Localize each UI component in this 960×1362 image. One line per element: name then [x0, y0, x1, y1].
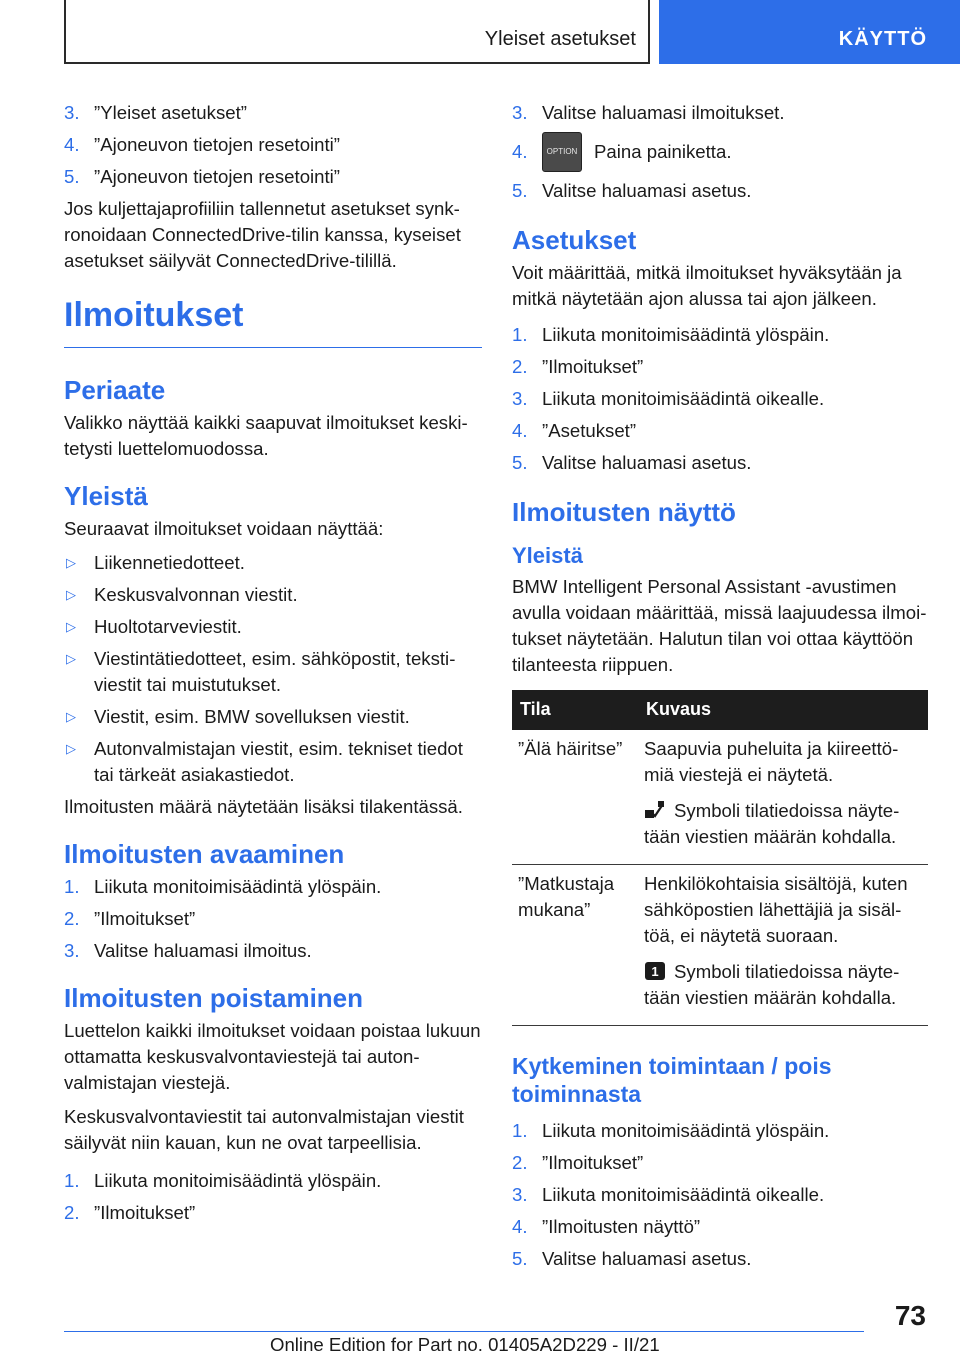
footer-edition: Online Edition for Part no. 01405A2D229 - II/21	[270, 1334, 660, 1355]
do-not-disturb-icon	[644, 800, 666, 820]
step-item: 2. ”Ilmoitukset”	[64, 1202, 196, 1223]
step-item: 2. ”Ilmoitukset”	[512, 356, 644, 377]
asetukset-steps	[512, 322, 928, 476]
heading-periaate: Periaate	[64, 375, 166, 405]
heading-naytto: Ilmoitusten näyttö	[512, 497, 736, 527]
top-steps-left	[64, 100, 482, 190]
triangle-bullet-icon: ▷	[66, 619, 76, 634]
yleista-paragraph: Seuraavat ilmoitukset voidaan näyttää:	[64, 518, 384, 539]
table-cell-description: Henkilökohtaisia sisältöjä, kuten sähköpostien lähettäjiä ja sisältöä, ei näytetä suoraan. 1 Symboli tilatiedoissa näytetään viestien määrän kohdalla.	[638, 865, 928, 1026]
heading-yleista-right: Yleistä	[512, 543, 583, 568]
triangle-bullet-icon: ▷	[66, 651, 76, 666]
poistaminen-paragraph-1: Luettelon kaikki ilmoitukset voidaan poistaa lukuun ottamatta keskusvalvontaviestejä tai autonvalmistajan viestejä.	[64, 1020, 481, 1093]
triangle-bullet-icon: ▷	[66, 709, 76, 724]
step-item: 2. ”Ilmoitukset”	[64, 908, 196, 929]
heading-kytkeminen: Kytkeminen toimintaan / pois toiminnasta	[512, 1053, 832, 1107]
triangle-bullet-icon: ▷	[66, 587, 76, 602]
step-item: 5. Valitse haluamasi asetus.	[512, 180, 752, 201]
step-item: 3. Liikuta monitoimisäädintä oikealle.	[512, 1184, 825, 1205]
table-header-row	[512, 690, 928, 730]
step-item: 4. ”Asetukset”	[512, 420, 637, 441]
header-chapter-title[interactable]: KÄYTTÖ	[838, 28, 927, 50]
footer-divider	[64, 1331, 864, 1332]
list-item: ▷ Viestit, esim. BMW sovelluksen viestit.	[64, 704, 482, 730]
step-item: 5. ”Ajoneuvon tietojen resetointi”	[64, 166, 340, 187]
option-button-icon: OPTION	[542, 132, 582, 172]
mode-table	[512, 690, 928, 1026]
step-item: 1. Liikuta monitoimisäädintä ylöspäin.	[512, 324, 830, 345]
table-cell-mode: ”Älä häiritse”	[512, 730, 638, 865]
page-number: 73	[894, 1300, 926, 1331]
table-cell-description: Saapuvia puheluita ja kiireettömiä viestejä ei näytetä. Symboli tilatiedoissa näytetään viestien määrän kohdalla.	[638, 730, 928, 865]
step-item: 1. Liikuta monitoimisäädintä ylöspäin.	[64, 876, 382, 897]
triangle-bullet-icon: ▷	[66, 555, 76, 570]
list-item: ▷ Liikennetiedotteet.	[64, 550, 482, 576]
kytkeminen-steps	[512, 1118, 928, 1272]
poistaminen-steps	[64, 1168, 482, 1226]
symbol-note: 1 Symboli tilatiedoissa näytetään viestien määrän kohdalla.	[644, 961, 900, 1008]
step-item: 5. Valitse haluamasi asetus.	[512, 452, 752, 473]
count-paragraph: Ilmoitusten määrä näytetään lisäksi tilakentässä.	[64, 796, 463, 817]
triangle-bullet-icon: ▷	[66, 741, 76, 756]
step-item: 1. Liikuta monitoimisäädintä ylöspäin.	[64, 1170, 382, 1191]
list-item: ▷ Viestintätiedotteet, esim. sähköpostit, tekstiviestit tai muistutukset.	[64, 646, 482, 698]
step-item: 3. Valitse haluamasi ilmoitukset.	[512, 102, 785, 123]
step-item: 2. ”Ilmoitukset”	[512, 1152, 644, 1173]
step-item: 3. Liikuta monitoimisäädintä oikealle.	[512, 388, 825, 409]
heading-asetukset: Asetukset	[512, 225, 637, 255]
step-item: 5. Valitse haluamasi asetus.	[512, 1248, 752, 1269]
header-section-title: Yleiset asetukset	[484, 28, 636, 50]
step-item: 3. ”Yleiset asetukset”	[64, 102, 247, 123]
list-item: ▷ Keskusvalvonnan viestit.	[64, 582, 482, 608]
heading-yleista: Yleistä	[64, 481, 148, 511]
step-item: 4. ”Ajoneuvon tietojen resetointi”	[64, 134, 340, 155]
poistaminen-paragraph-2: Keskusvalvontaviestit tai autonvalmistajan viestit säilyvät niin kauan, kun ne ovat tarpeellisia.	[64, 1106, 464, 1153]
passenger-icon	[644, 961, 666, 981]
naytto-paragraph: BMW Intelligent Personal Assistant -avustimen avulla voidaan määrittää, missä laajuudessa ilmoitukset näytetään. Halutun tilan voi ottaa käyttöön tilanteesta riippuen.	[512, 576, 927, 675]
heading-poistaminen: Ilmoitusten poistaminen	[64, 983, 364, 1013]
table-header-kuvaus: Kuvaus	[638, 690, 928, 730]
list-item: ▷ Huoltotarveviestit.	[64, 614, 482, 640]
periaate-paragraph: Valikko näyttää kaikki saapuvat ilmoitukset keskitetysti luettelomuodossa.	[64, 412, 468, 459]
table-cell-mode: ”Matkustaja mukana”	[512, 865, 638, 1026]
right-column	[512, 100, 928, 1278]
asetukset-paragraph: Voit määrittää, mitkä ilmoitukset hyväksytään ja mitkä näytetään ajon alussa tai ajon jälkeen.	[512, 262, 902, 309]
step-item: 1. Liikuta monitoimisäädintä ylöspäin.	[512, 1120, 830, 1141]
intro-paragraph: Jos kuljettajaprofiiliin tallennetut asetukset synkronoidaan ConnectedDrive-tilin kanssa, kyseiset asetukset säilyvät ConnectedDrive-tilillä.	[64, 198, 461, 271]
top-steps-right	[512, 100, 928, 204]
avaaminen-steps	[64, 874, 482, 964]
left-column	[64, 100, 482, 1232]
heading-avaaminen: Ilmoitusten avaaminen	[64, 839, 345, 869]
step-item: 3. Valitse haluamasi ilmoitus.	[64, 940, 312, 961]
notification-type-list	[64, 550, 482, 788]
step-item: 4. ”Ilmoitusten näyttö”	[512, 1216, 701, 1237]
table-row	[512, 730, 928, 865]
list-item: ▷ Autonvalmistajan viestit, esim. tekniset tiedot tai tärkeät asiakastiedot.	[64, 736, 482, 788]
heading-ilmoitukset: Ilmoitukset	[64, 282, 482, 348]
table-header-tila: Tila	[512, 690, 638, 730]
table-row	[512, 865, 928, 1026]
symbol-note: Symboli tilatiedoissa näytetään viestien määrän kohdalla.	[644, 800, 900, 847]
step-item: 4. OPTION Paina painiketta.	[512, 132, 928, 172]
svg-text:1: 1	[651, 964, 659, 979]
